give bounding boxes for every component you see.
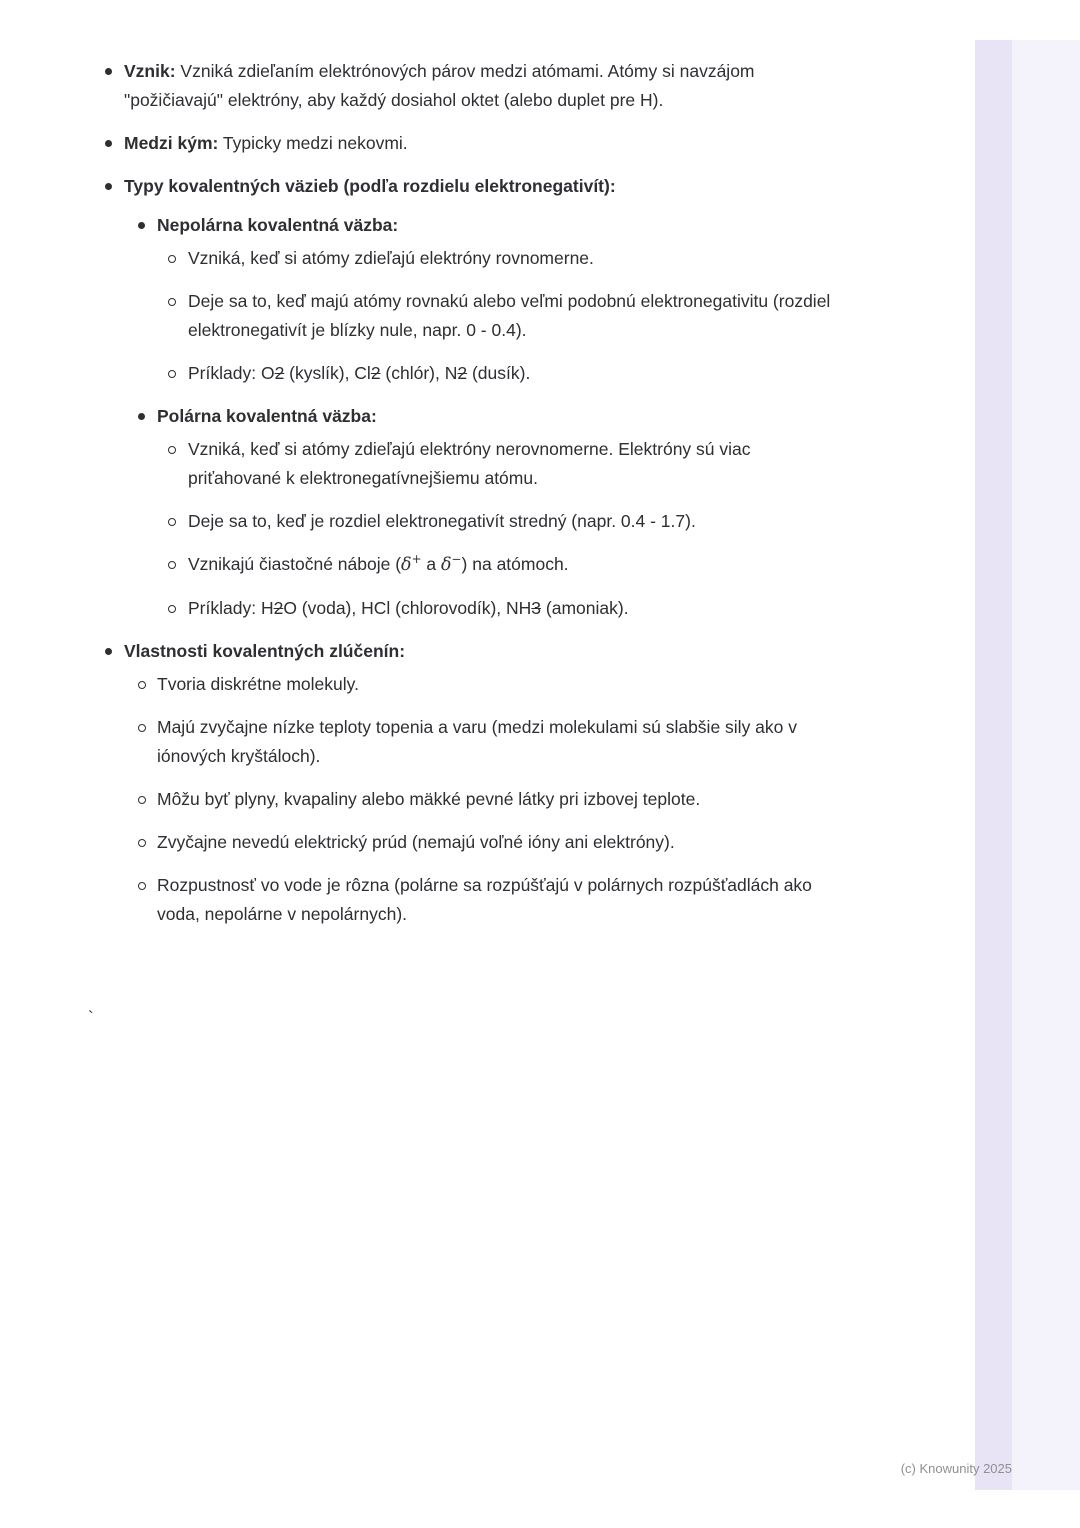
list-item: [0, 172, 834, 201]
list-item-text: Vzniká, keď si atómy zdieľajú elektróny nerovnomerne. Elektróny sú viac priťahované k elektronegatívnejšiemu atómu.: [188, 439, 751, 488]
circle-bullet-icon: [138, 724, 146, 732]
page-margin-strip: [975, 40, 1012, 1490]
list-item-text: Vznik: Vzniká zdieľaním elektrónových párov medzi atómami. Atómy si navzájom "požičiavajú" elektróny, aby každý dosiahol oktet (alebo duplet pre H).: [124, 61, 755, 110]
disc-bullet-icon: [105, 68, 112, 75]
list-item-text: Zvyčajne nevedú elektrický prúd (nemajú voľné ióny ani elektróny).: [157, 832, 675, 852]
list-item-text: Deje sa to, keď je rozdiel elektronegativít stredný (napr. 0.4 - 1.7).: [188, 511, 696, 531]
list-item-text: Medzi kým: Typicky medzi nekovmi.: [124, 133, 408, 153]
list-item-text: Nepolárna kovalentná väzba:: [157, 215, 399, 235]
disc-bullet-icon: [105, 183, 112, 190]
list-item-text: Vznikajú čiastočné náboje (δ+ a δ−) na atómoch.: [188, 552, 569, 575]
list-item-text: Vzniká, keď si atómy zdieľajú elektróny rovnomerne.: [188, 248, 594, 268]
list-item: [0, 785, 834, 814]
list-item-text: Tvoria diskrétne molekuly.: [157, 674, 359, 694]
circle-bullet-icon: [138, 796, 146, 804]
disc-bullet-icon: [138, 222, 145, 229]
list-item: [0, 637, 834, 666]
list-item-text: Príklady: H2O (voda), HCl (chlorovodík), NH3 (amoniak).: [188, 598, 629, 618]
list-item-text: Typy kovalentných väzieb (podľa rozdielu elektronegativít):: [124, 176, 616, 196]
list-item-text: Vlastnosti kovalentných zlúčenín:: [124, 641, 406, 661]
list-item-text: Deje sa to, keď majú atómy rovnakú alebo veľmi podobnú elektronegativitu (rozdiel elektronegativít je blízky nule, napr. 0 - 0.4).: [188, 291, 831, 340]
list-item: [0, 57, 834, 115]
list-item: [0, 550, 834, 580]
copyright-footer: (c) Knowunity 2025: [900, 1461, 1012, 1476]
list-item: [0, 507, 834, 536]
page-margin-strip-light: [1012, 40, 1080, 1490]
list-item: [0, 435, 834, 493]
list-item: [0, 713, 834, 771]
circle-bullet-icon: [168, 518, 176, 526]
list-item-text: Príklady: O2 (kyslík), Cl2 (chlór), N2 (dusík).: [188, 363, 531, 383]
document-body: [0, 57, 834, 943]
disc-bullet-icon: [105, 140, 112, 147]
list-item-text: Rozpustnosť vo vode je rôzna (polárne sa rozpúšťajú v polárnych rozpúšťadlách ako voda, nepolárne v nepolárnych).: [157, 875, 812, 924]
list-item-text: Môžu byť plyny, kvapaliny alebo mäkké pevné látky pri izbovej teplote.: [157, 789, 701, 809]
disc-bullet-icon: [138, 413, 145, 420]
list-item: [0, 359, 834, 388]
circle-bullet-icon: [168, 370, 176, 378]
circle-bullet-icon: [168, 298, 176, 306]
list-item-text: Polárna kovalentná väzba:: [157, 406, 377, 426]
list-item: [0, 871, 834, 929]
circle-bullet-icon: [168, 561, 176, 569]
list-item: [0, 287, 834, 345]
list-item: [0, 594, 834, 623]
list-item: [0, 244, 834, 273]
circle-bullet-icon: [138, 882, 146, 890]
circle-bullet-icon: [138, 681, 146, 689]
list-item: [0, 211, 834, 240]
list-item-text: Majú zvyčajne nízke teploty topenia a varu (medzi molekulami sú slabšie sily ako v iónových kryštáloch).: [157, 717, 798, 766]
circle-bullet-icon: [168, 255, 176, 263]
circle-bullet-icon: [138, 839, 146, 847]
list-item: [0, 670, 834, 699]
list-item: [0, 129, 834, 158]
circle-bullet-icon: [168, 605, 176, 613]
list-item: [0, 828, 834, 857]
circle-bullet-icon: [168, 446, 176, 454]
disc-bullet-icon: [105, 648, 112, 655]
stray-backtick-character: `: [88, 1008, 94, 1027]
list-item: [0, 402, 834, 431]
